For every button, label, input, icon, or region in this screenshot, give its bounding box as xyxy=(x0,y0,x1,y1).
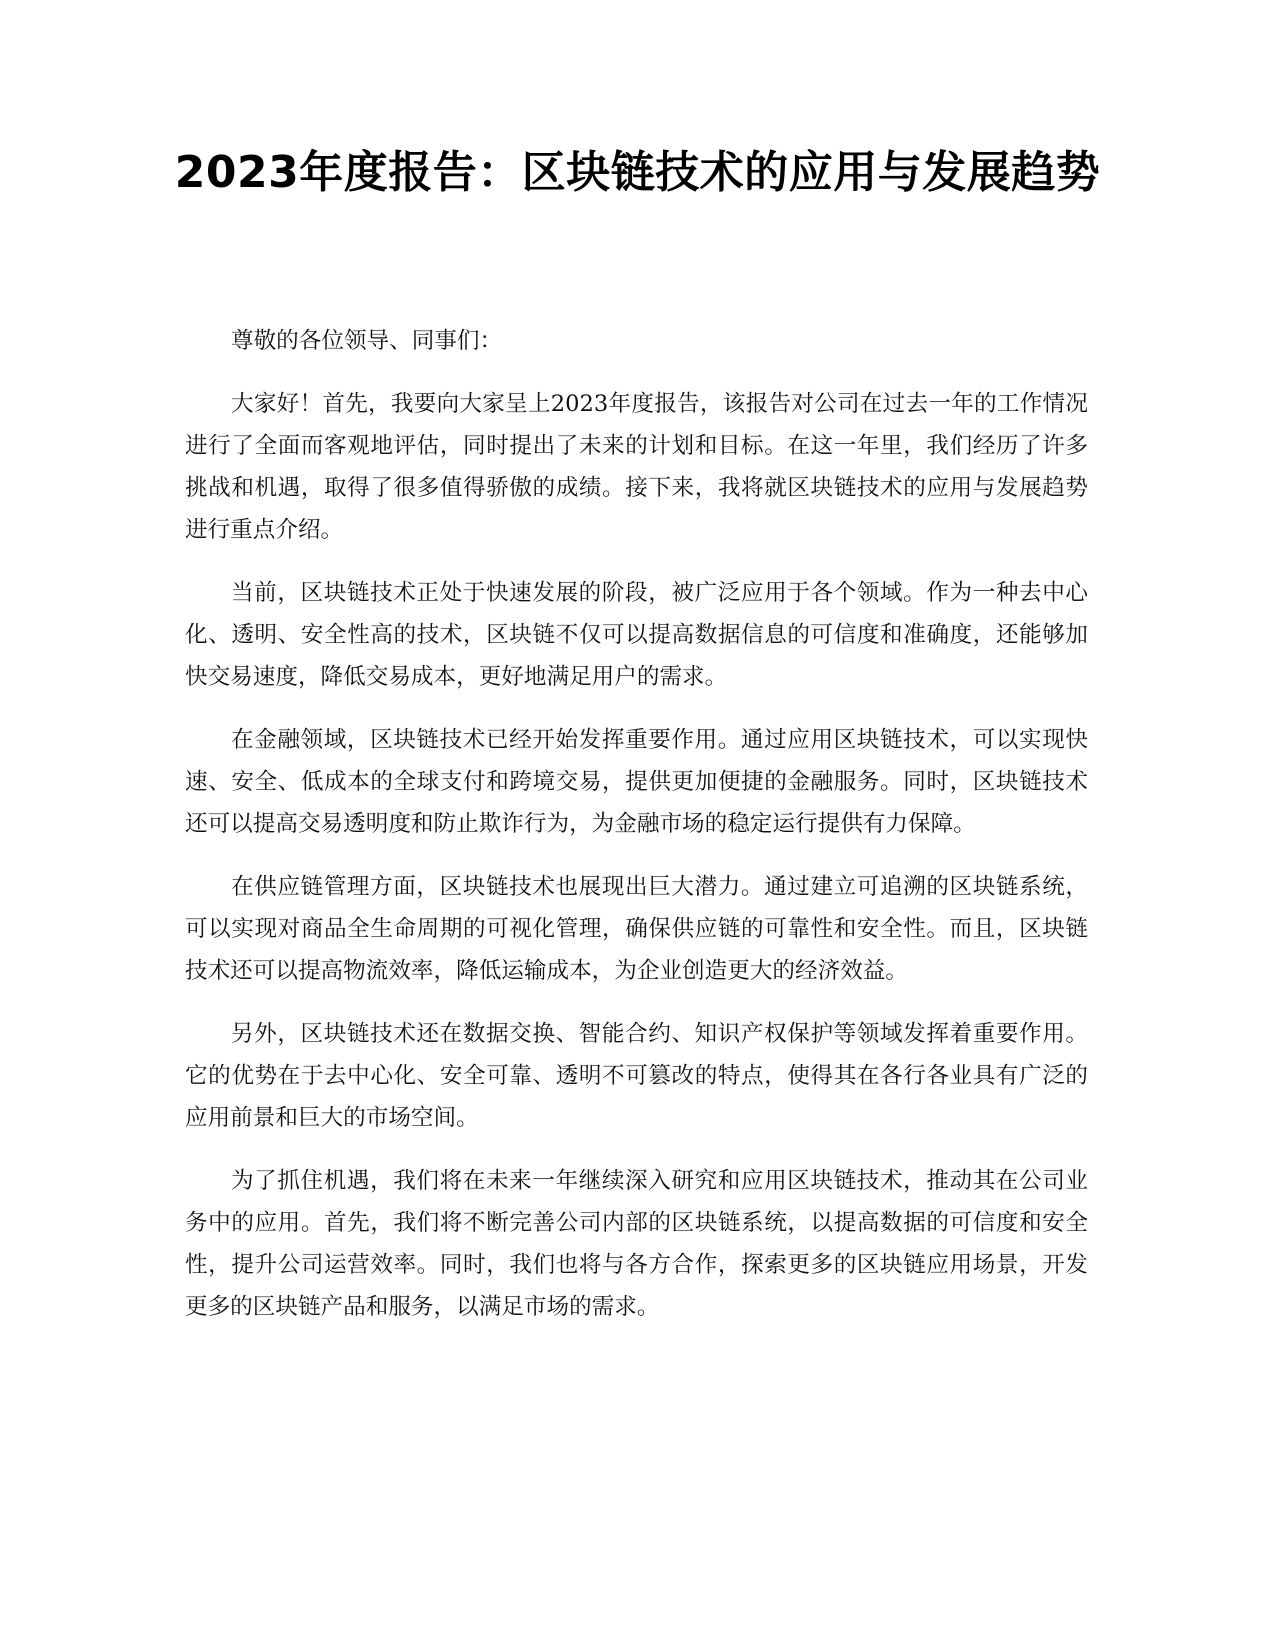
paragraph-finance: 在金融领域，区块链技术已经开始发挥重要作用。通过应用区块链技术，可以实现快速、安全、低成本的全球支付和跨境交易，提供更加便捷的金融服务。同时，区块链技术还可以提高交易透明度和防止欺诈行为，为金融市场的稳定运行提供有力保障。 xyxy=(185,727,1088,837)
paragraph-salutation: 尊敬的各位领导、同事们： xyxy=(231,328,503,354)
paragraph-introduction: 大家好！首先，我要向大家呈上2023年度报告，该报告对公司在过去一年的工作情况进行了全面而客观地评估，同时提出了未来的计划和目标。在这一年里，我们经历了许多挑战和机遇，取得了很多值得骄傲的成绩。接下来，我将就区块链技术的应用与发展趋势进行重点介绍。 xyxy=(185,391,1088,543)
paragraph-current-status: 当前，区块链技术正处于快速发展的阶段，被广泛应用于各个领域。作为一种去中心化、透明、安全性高的技术，区块链不仅可以提高数据信息的可信度和准确度，还能够加快交易速度，降低交易成本，更好地满足用户的需求。 xyxy=(185,580,1088,690)
document-body xyxy=(185,320,1088,1349)
page-title: 2023年度报告：区块链技术的应用与发展趋势 xyxy=(174,147,1101,198)
paragraph-supply-chain: 在供应链管理方面，区块链技术也展现出巨大潜力。通过建立可追溯的区块链系统，可以实现对商品全生命周期的可视化管理，确保供应链的可靠性和安全性。而且，区块链技术还可以提高物流效率，降低运输成本，为企业创造更大的经济效益。 xyxy=(185,874,1088,984)
paragraph-future-plans: 为了抓住机遇，我们将在未来一年继续深入研究和应用区块链技术，推动其在公司业务中的应用。首先，我们将不断完善公司内部的区块链系统，以提高数据的可信度和安全性，提升公司运营效率。同时，我们也将与各方合作，探索更多的区块链应用场景，开发更多的区块链产品和服务，以满足市场的需求。 xyxy=(185,1168,1088,1320)
paragraph-other-fields: 另外，区块链技术还在数据交换、智能合约、知识产权保护等领域发挥着重要作用。它的优势在于去中心化、安全可靠、透明不可篡改的特点，使得其在各行各业具有广泛的应用前景和巨大的市场空间。 xyxy=(185,1021,1088,1131)
